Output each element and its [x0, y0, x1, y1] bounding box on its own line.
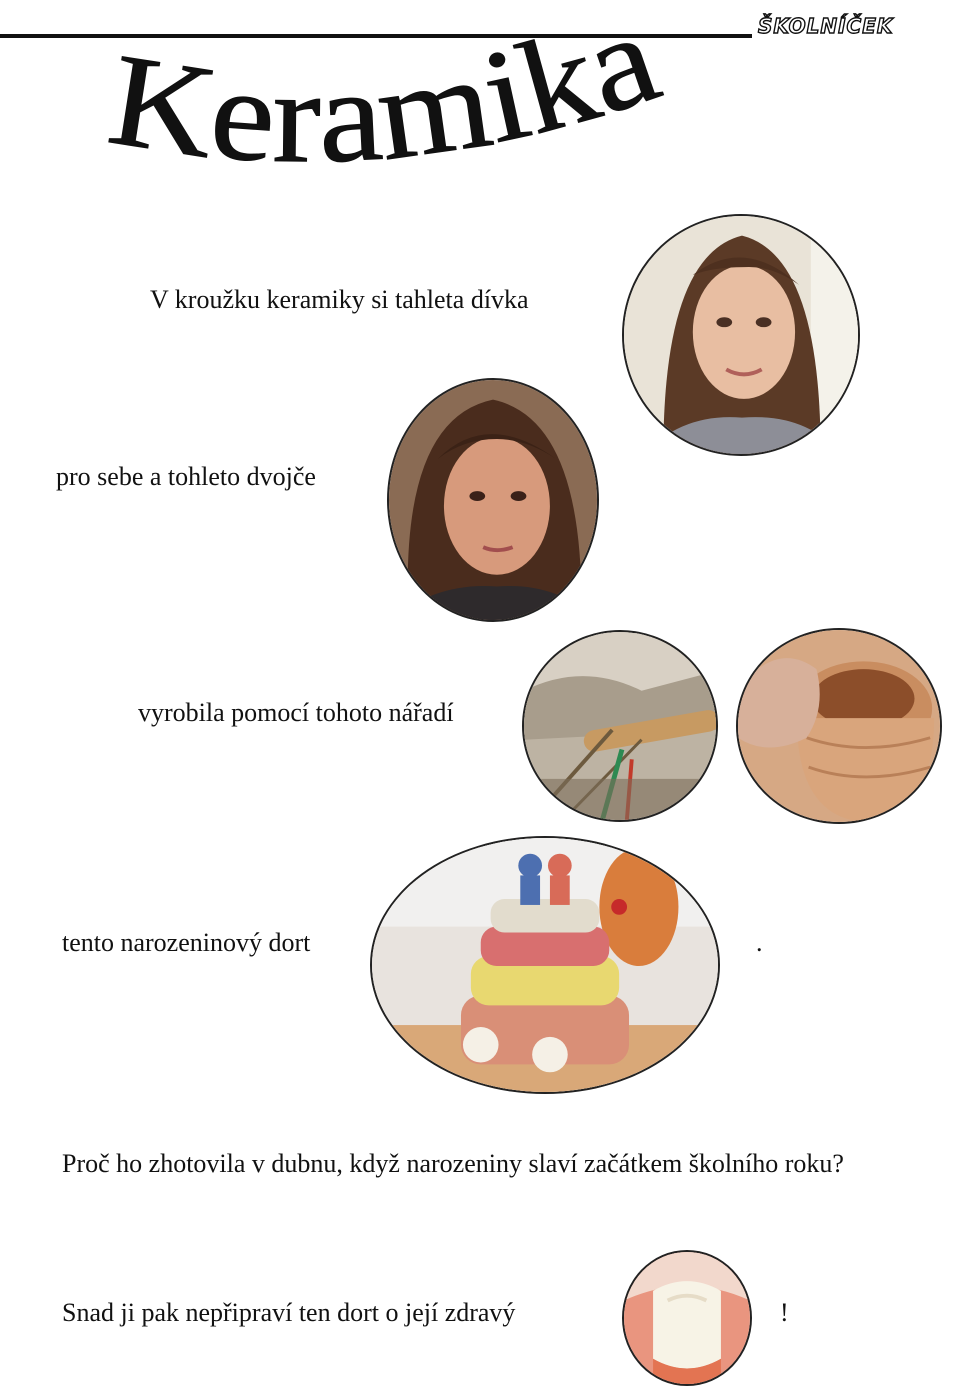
ceramic-birthday-cake-photo: [370, 836, 720, 1094]
caption-line-4-dot: .: [756, 928, 763, 957]
caption-line-1: V kroužku keramiky si tahleta dívka: [150, 285, 529, 314]
caption-line-4: tento narozeninový dort: [62, 928, 311, 957]
page-title: [90, 0, 690, 190]
closing-text: Snad ji pak nepřipraví ten dort o její zdravý: [62, 1298, 516, 1327]
girl-portrait-photo: [622, 214, 860, 456]
caption-line-2: pro sebe a tohleto dvojče: [56, 462, 316, 491]
caption-line-3: vyrobila pomocí tohoto nářadí: [138, 698, 454, 727]
school-logo: ŠKOLNÍČEK: [758, 14, 894, 38]
clay-pot-on-wheel-photo: [736, 628, 942, 824]
twin-girl-portrait-photo: [387, 378, 599, 622]
tooth-photo: [622, 1250, 752, 1386]
question-paragraph: Proč ho zhotovila v dubnu, když narozeniny slaví začátkem školního roku?: [62, 1149, 844, 1178]
page-title-text: Keramika: [100, 0, 670, 190]
closing-exclamation: !: [780, 1298, 789, 1327]
pottery-tools-photo: [522, 630, 718, 822]
svg-text:Keramika: [100, 0, 675, 190]
